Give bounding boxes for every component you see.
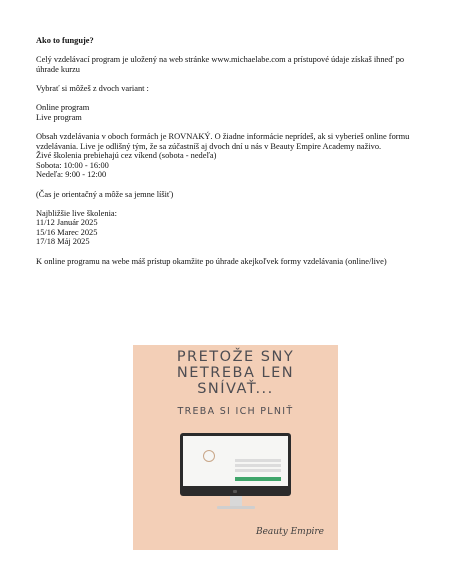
monitor-base bbox=[217, 506, 255, 509]
upcoming-list bbox=[36, 209, 426, 247]
monitor-logo-icon bbox=[233, 490, 237, 493]
promo-headline-line: PRETOŽE SNY bbox=[176, 349, 295, 365]
weekend-info: Živé školenia prebiehajú cez víkend (sobota - nedeľa) bbox=[36, 151, 217, 161]
saturday-hours: Sobota: 10:00 - 16:00 bbox=[36, 160, 109, 170]
brand-signature: Beauty Empire bbox=[255, 527, 324, 538]
upcoming-date: 17/18 Máj 2025 bbox=[36, 237, 90, 247]
variant-live: Live program bbox=[36, 112, 82, 122]
upcoming-date: 11/12 Január 2025 bbox=[36, 218, 98, 228]
form-submit-button bbox=[235, 477, 281, 481]
academy-logo bbox=[195, 450, 223, 468]
form-field bbox=[235, 469, 281, 472]
monitor-illustration bbox=[180, 433, 291, 496]
schedule-block bbox=[36, 132, 426, 180]
document-body bbox=[36, 36, 426, 276]
form-field bbox=[235, 464, 281, 467]
time-note: (Čas je orientačný a môže sa jemne líšiť) bbox=[36, 189, 174, 199]
access-note: K online programu na webe máš prístup okamžite po úhrade akejkoľvek formy vzdelávania (online/live) bbox=[36, 256, 387, 266]
variants-intro: Vybrať si môžeš z dvoch variant : bbox=[36, 83, 149, 93]
intro-paragraph: Celý vzdelávací program je uložený na web stránke www.michaelabe.com a prístupové údaje získaš ihneď po úhrade kurzu bbox=[36, 55, 405, 74]
variants-list bbox=[36, 103, 426, 122]
promo-headline-line: NETREBA LEN bbox=[176, 365, 295, 381]
promo-image bbox=[133, 345, 338, 550]
logo-ring-icon bbox=[203, 450, 215, 462]
section-title: Ako to funguje? bbox=[36, 36, 94, 45]
promo-subheadline: TREBA SI ICH PLNIŤ bbox=[177, 406, 294, 417]
monitor-screen bbox=[183, 436, 288, 486]
form-field bbox=[235, 459, 281, 462]
upcoming-title: Najbližšie live školenia: bbox=[36, 208, 117, 218]
upcoming-date: 15/16 Marec 2025 bbox=[36, 227, 98, 237]
content-info: Obsah vzdelávania v oboch formách je ROVNAKÝ. O žiadne informácie neprídeš, ak si vyberieš online formu vzdelávania. Live je odlišný tým, že sa zúčastníš aj dvoch dní u nás v Beauty Empire Academy naživo. bbox=[36, 131, 410, 151]
variant-online: Online program bbox=[36, 103, 90, 113]
promo-headline-line: SNÍVAŤ... bbox=[197, 381, 274, 397]
sunday-hours: Nedeľa: 9:00 - 12:00 bbox=[36, 170, 107, 180]
